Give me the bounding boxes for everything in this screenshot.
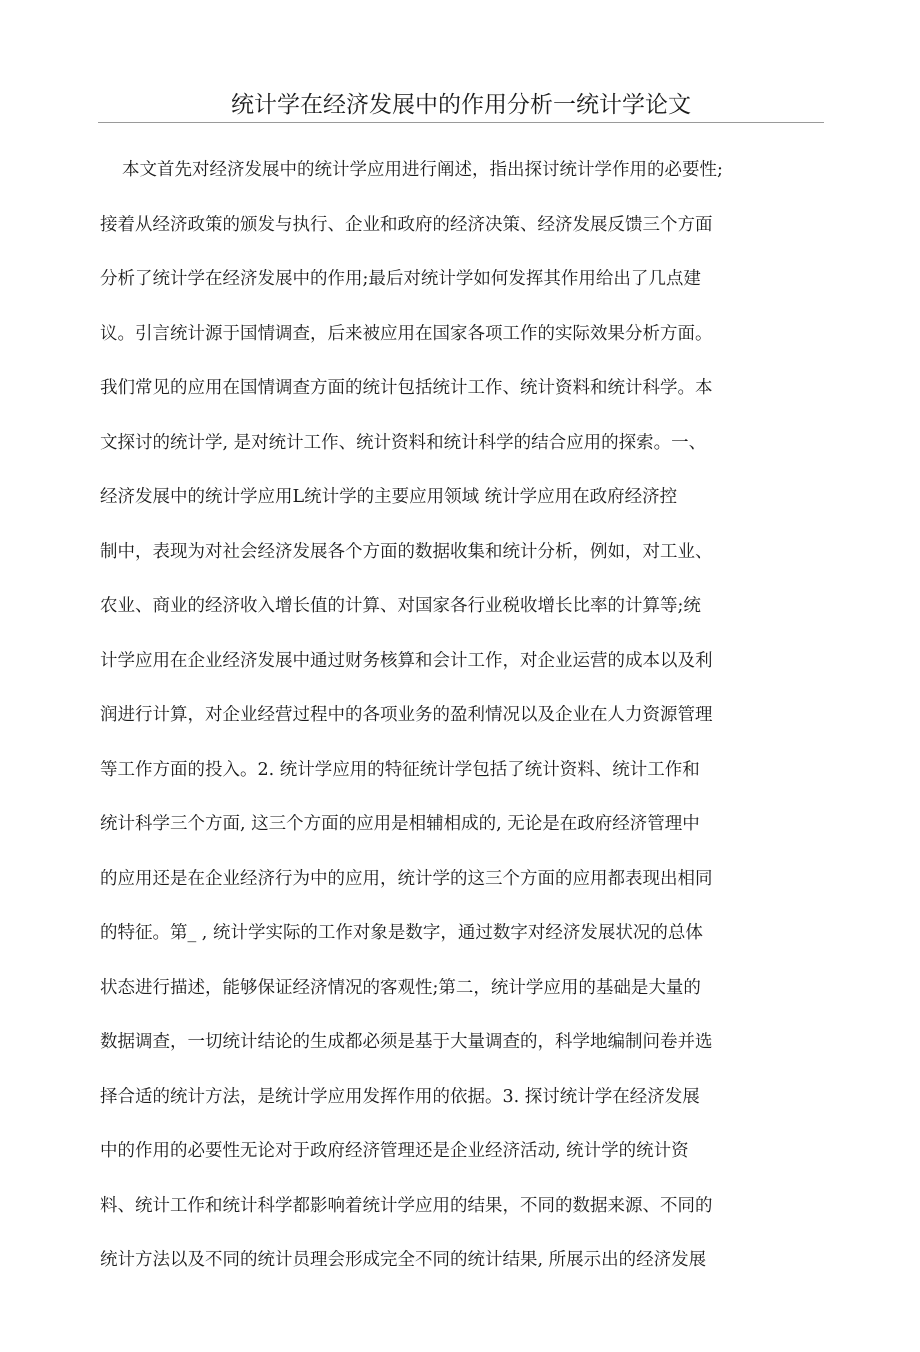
text-line: 状态进行描述，能够保证经济情况的客观性;第二，统计学应用的基础是大量的 — [100, 977, 701, 998]
text-line: 经济发展中的统计学应用L统计学的主要应用领域 统计学应用在政府经济控 — [100, 487, 678, 507]
text-line: 统计方法以及不同的统计员理会形成完全不同的统计结果, 所展示出的经济发展 — [100, 1250, 707, 1270]
text-line: 的特征。第_ , 统计学实际的工作对象是数字，通过数字对经济发展状况的总体 — [100, 923, 703, 943]
text-line: 计学应用在企业经济发展中通过财务核算和会计工作，对企业运营的成本以及利 — [100, 650, 713, 671]
text-line: 本文首先对经济发展中的统计学应用进行阐述，指出探讨统计学作用的必要性; — [122, 160, 723, 180]
text-line: 分析了统计学在经济发展中的作用;最后对统计学如何发挥其作用给出了几点建 — [100, 269, 701, 289]
text-line: 等工作方面的投入。2. 统计学应用的特征统计学包括了统计资料、统计工作和 — [100, 759, 700, 780]
document-title: 统计学在经济发展中的作用分析一统计学论文 — [231, 92, 691, 118]
body-text — [100, 153, 800, 1298]
text-line: 议。引言统计源于国情调查，后来被应用在国家各项工作的实际效果分析方面。 — [100, 323, 713, 344]
text-line: 接着从经济政策的颁发与执行、企业和政府的经济决策、经济发展反馈三个方面 — [100, 214, 713, 235]
text-line: 农业、商业的经济收入增长值的计算、对国家各行业税收增长比率的计算等;统 — [100, 596, 701, 616]
title-underline — [98, 122, 824, 123]
text-line: 择合适的统计方法，是统计学应用发挥作用的依据。3. 探讨统计学在经济发展 — [100, 1086, 700, 1107]
text-line: 数据调查，一切统计结论的生成都必须是基于大量调查的，科学地编制问卷并选 — [100, 1032, 713, 1052]
text-line: 制中，表现为对社会经济发展各个方面的数据收集和统计分析，例如，对工业、 — [100, 541, 713, 562]
text-line: 中的作用的必要性无论对于政府经济管理还是企业经济活动, 统计学的统计资 — [100, 1141, 689, 1161]
text-line: 料、统计工作和统计科学都影响着统计学应用的结果，不同的数据来源、不同的 — [100, 1195, 713, 1216]
text-line: 润进行计算，对企业经营过程中的各项业务的盈利情况以及企业在人力资源管理 — [100, 705, 713, 725]
text-line: 我们常见的应用在国情调查方面的统计包括统计工作、统计资料和统计科学。本 — [100, 378, 713, 398]
text-line: 统计科学三个方面, 这三个方面的应用是相辅相成的, 无论是在政府经济管理中 — [100, 814, 700, 834]
text-line: 文探讨的统计学, 是对统计工作、统计资料和统计科学的结合应用的探索。一、 — [100, 432, 707, 453]
text-line: 的应用还是在企业经济行为中的应用，统计学的这三个方面的应用都表现出相同 — [100, 868, 713, 889]
